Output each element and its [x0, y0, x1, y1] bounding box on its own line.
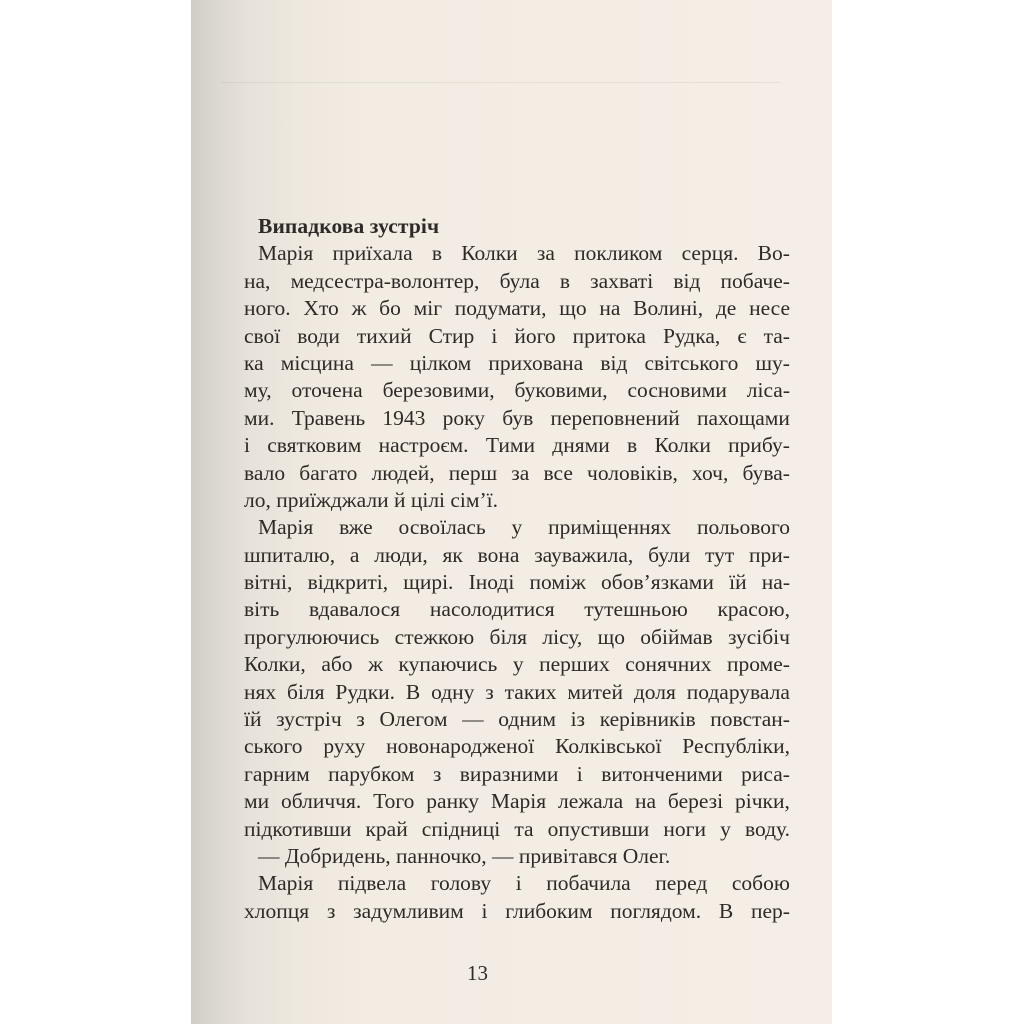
text-line: хлопця з задумливим і глибоким поглядом. В пер-	[244, 898, 790, 923]
text-line: Колки, або ж купаючись у перших сонячних проме-	[244, 652, 790, 677]
text-line: Марія підвела голову і побачила перед собою	[258, 871, 790, 896]
text-line: нях біля Рудки. В одну з таких митей доля подарувала	[244, 679, 790, 704]
text-line: їй зустріч з Олегом — одним із керівників повстан-	[244, 707, 790, 732]
text-line: віть вдавалося насолодитися тутешньою красою,	[244, 597, 790, 622]
text-line: вало багато людей, перш за все чоловіків, хоч, бува-	[244, 460, 790, 485]
text-line: ми. Травень 1943 року був переповнений пахощами	[244, 405, 790, 430]
section-title: Випадкова зустріч	[258, 214, 440, 238]
text-line: ного. Хто ж бо міг подумати, що на Волині, де несе	[244, 296, 790, 321]
text-line: ського руху новонародженої Колківської Республіки,	[244, 734, 790, 759]
text-line: гарним парубком з виразними і витонченими риса-	[244, 761, 790, 786]
text-line: ло, приїжджали й цілі сім’ї.	[244, 487, 499, 512]
text-line: Марія вже освоїлась у приміщеннях польового	[258, 515, 790, 540]
paragraph-lines	[244, 240, 790, 925]
text-line: Марія приїхала в Колки за покликом серця. Во-	[258, 241, 790, 266]
text-line: ми обличчя. Того ранку Марія лежала на березі річки,	[244, 789, 790, 814]
text-line: вітні, відкриті, щирі. Іноді поміж обов’язками їй на-	[244, 570, 790, 595]
text-line: на, медсестра-волонтер, була в захваті від побаче-	[244, 268, 790, 293]
page-text	[244, 213, 790, 925]
book-page	[191, 0, 832, 1024]
text-line: шпиталю, а люди, як вона зауважила, були тут при-	[244, 542, 790, 567]
text-line: підкотивши край спідниці та опустивши ноги у воду.	[244, 816, 790, 841]
text-line: і святковим настроєм. Тими днями в Колки прибу-	[244, 433, 790, 458]
page-number: 13	[467, 961, 488, 985]
text-line: ка місцина — цілком прихована від світського шу-	[244, 350, 790, 375]
text-line: свої води тихий Стир і його притока Рудка, є та-	[244, 323, 790, 348]
text-line: му, оточена березовими, буковими, сосновими ліса-	[244, 378, 790, 403]
text-line: прогулюючись стежкою біля лісу, що обіймав зусібіч	[244, 624, 790, 649]
show-through-rule	[221, 82, 781, 83]
text-line: — Добридень, панночко, — привітався Олег.	[258, 844, 671, 868]
